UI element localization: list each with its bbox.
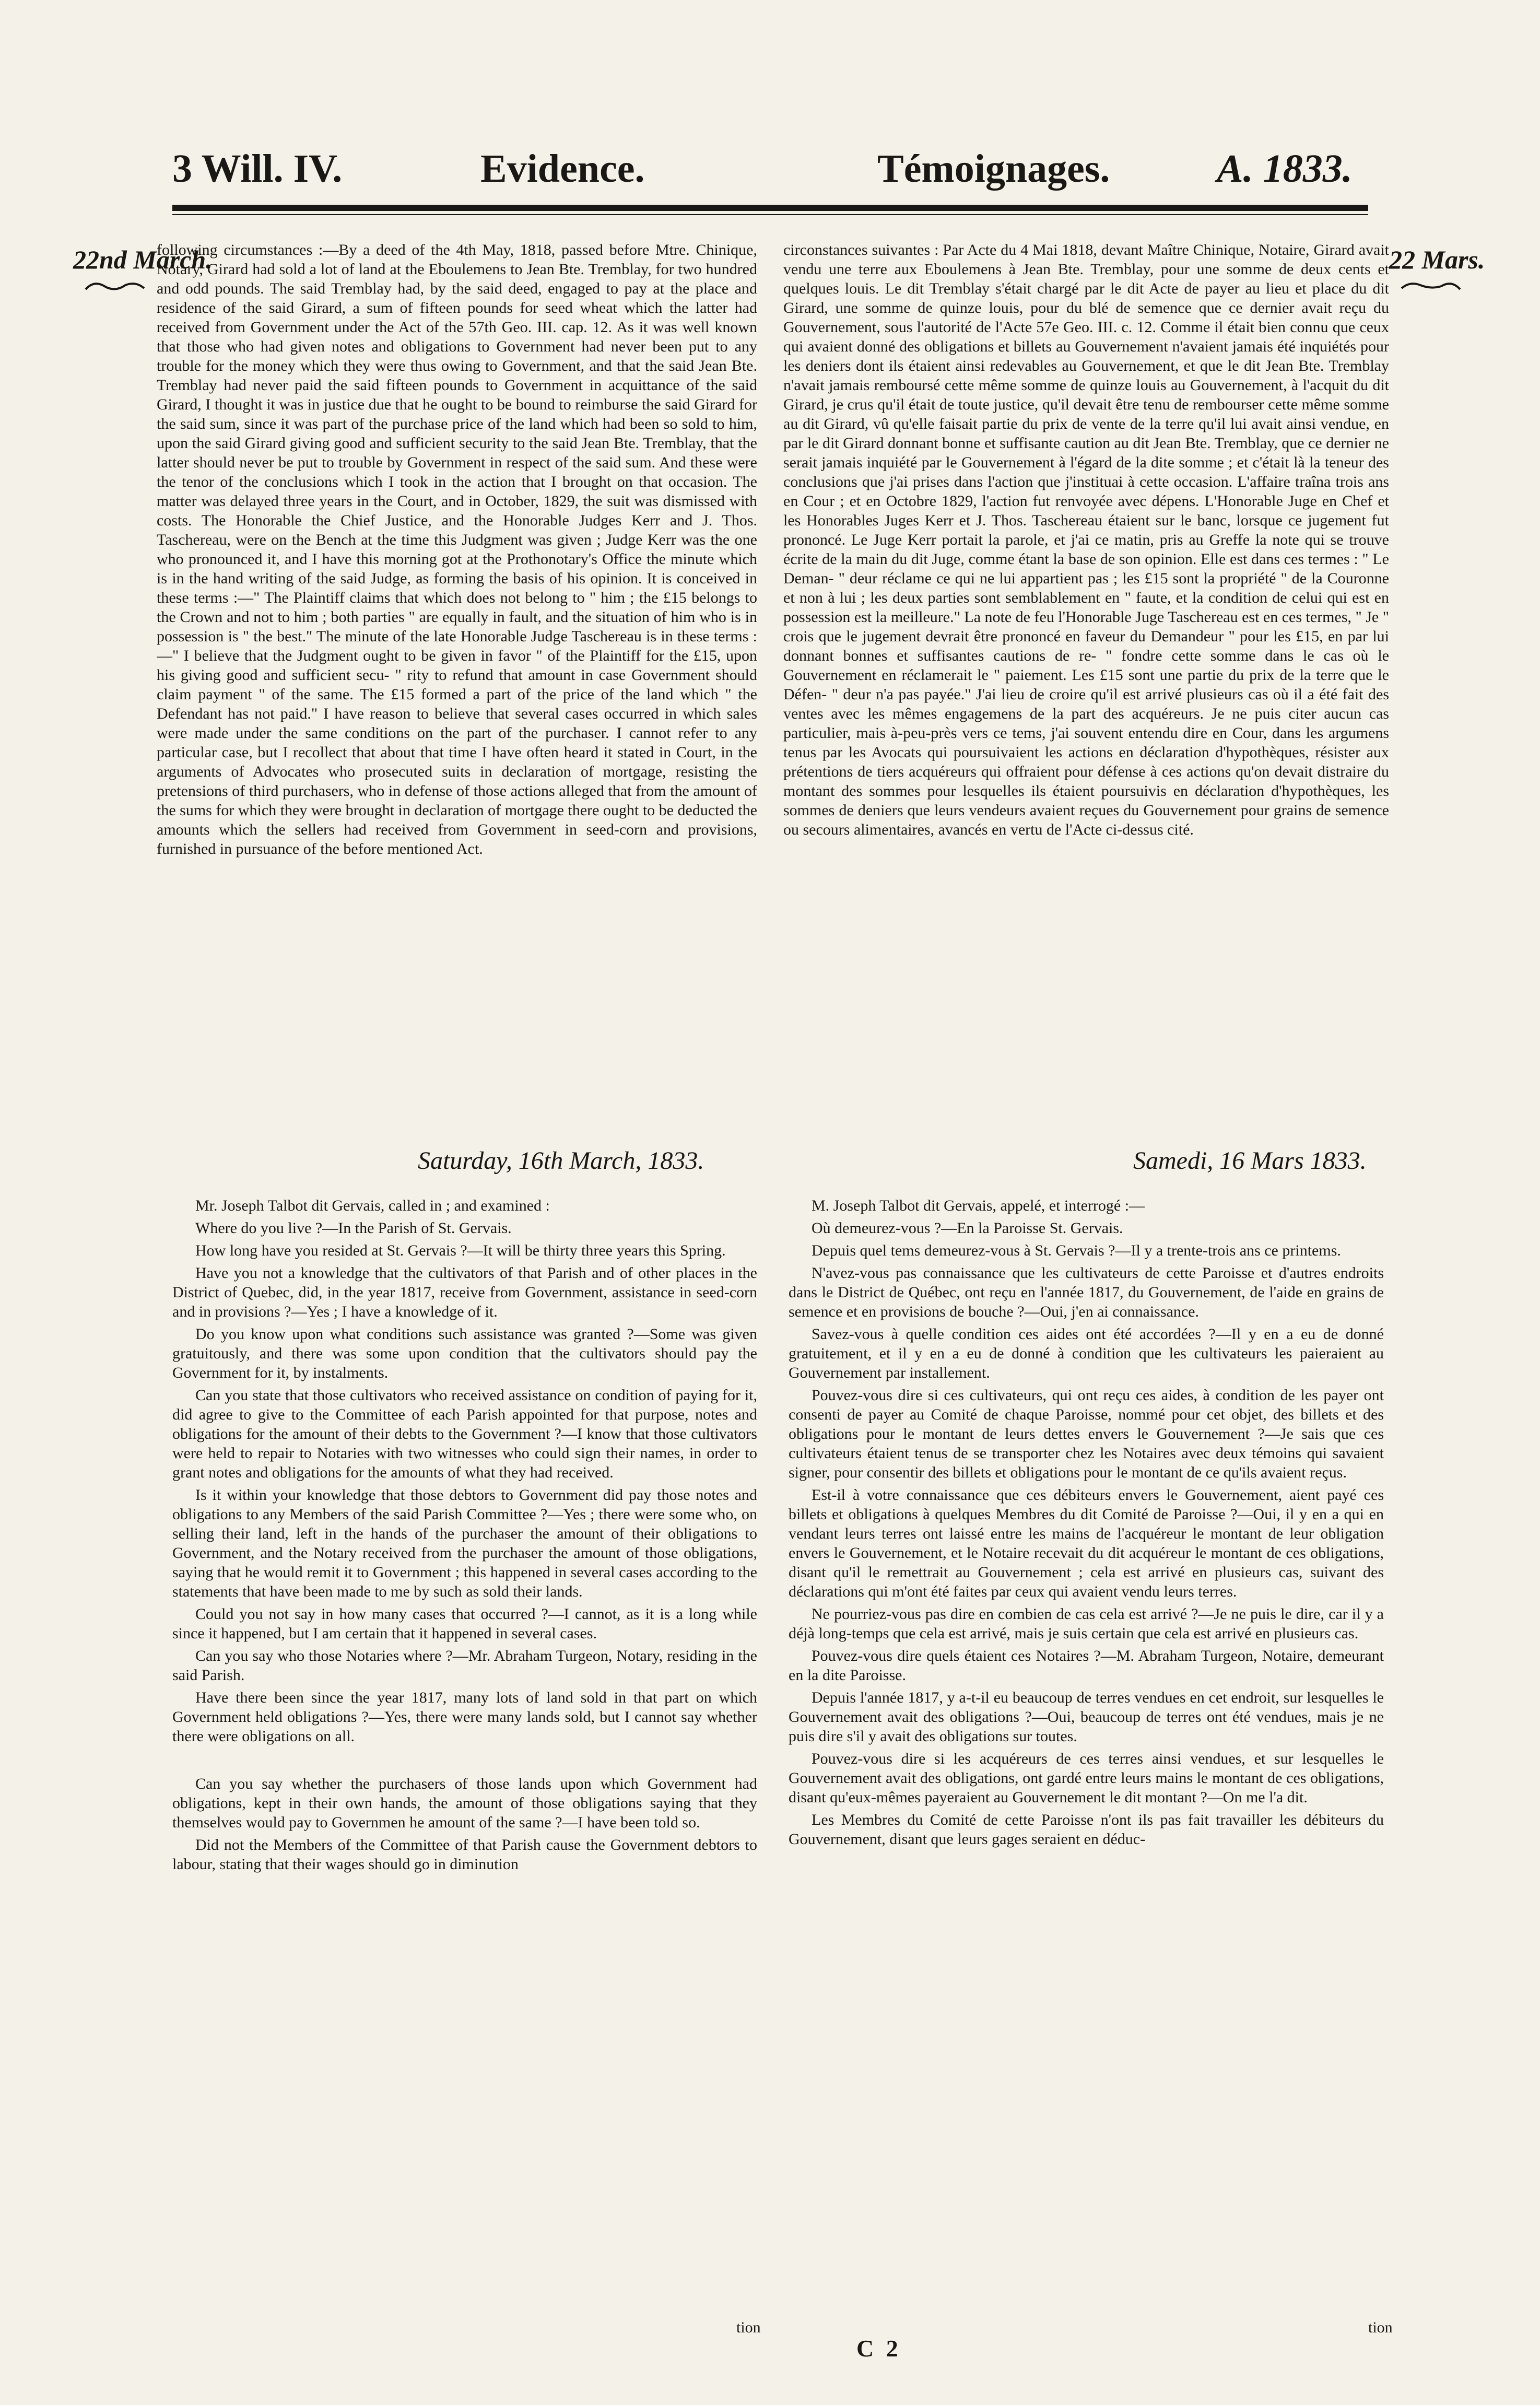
english-column-continued [157,240,757,1139]
margin-date-english: 22nd March. [73,245,213,274]
question-answer: Ne pourriez-vous pas dire en combien de cas cela est arrivé ?—Je ne puis le dire, car il y a déjà long-temps que cela est arrivé, mais je suis certain que cela est arrivé en plusieurs cas. [789,1605,1384,1642]
question-answer: Have there been since the year 1817, many lots of land sold in that part on which Government held obligations ?—Yes, there were many lands sold, but I cannot say whether there were obligations on all. [172,1689,757,1745]
question-answer: Can you say who those Notaries where ?—Mr. Abraham Turgeon, Notary, residing in the said Parish. [172,1647,757,1684]
running-head-volume: 3 Will. IV. [172,147,343,191]
french-column-continued [783,240,1389,1139]
english-examination [172,1196,757,2324]
witness-intro: M. Joseph Talbot dit Gervais, appelé, et interrogé :— [812,1197,1145,1214]
question-answer: Did not the Members of the Committee of that Parish cause the Government debtors to labour, stating that their wages should go in diminution [172,1836,757,1873]
question-answer: Pouvez-vous dire si les acquéreurs de ces terres ainsi vendues, et sur lesquelles le Gouvernement avait des obligations, ont gardé entre leurs mains le montant de ces obligations, disant qu'eux-mêmes payeraient au Gouvernement le dit montant ?—On me l'a dit. [789,1750,1384,1806]
question-answer: Où demeurez-vous ?—En la Paroisse St. Gervais. [812,1219,1123,1237]
running-head-temoignages: Témoignages. [877,147,1110,191]
question-answer: Pouvez-vous dire quels étaient ces Notaires ?—M. Abraham Turgeon, Notaire, demeurant en la dite Paroisse. [789,1647,1384,1684]
running-head-year: A. 1833. [1217,147,1353,191]
catchword-french: tion [1368,2319,1393,2336]
header-rule-thin [172,214,1368,215]
question-answer: Have you not a knowledge that the cultivators of that Parish and of other places in the District of Quebec, did, in the year 1817, receive from Government, assistance in seed-corn and in provisions ?—Yes ; I have a knowledge of it. [172,1264,757,1320]
question-answer: Can you say whether the purchasers of those lands upon which Government had obligations, kept in their own hands, the amount of those obligations saying that they themselves would pay to Governmen he amount of the same ?—I have been told so. [172,1775,757,1831]
session-date-english: Saturday, 16th March, 1833. [418,1147,704,1175]
french-paragraph: circonstances suivantes : Par Acte du 4 Mai 1818, devant Maître Chinique, Notaire, Girard avait vendu une terre aux Eboulemens à Jean Bte. Tremblay, pour une somme de deux cents et quelques louis. Le dit Tremblay s'était chargé par le dit Acte de payer au lieu et place du dit Girard, une somme de quinze louis, pour du blé de semence que ce dernier avait reçu du Gouvernement, sous l'autorité de l'Acte 57e Geo. III. c. 12. Comme il était bien connu que ceux qui avaient donné des obligations et billets au Gouvernement n'avaient jamais été inquiétés pour les deniers dont ils étaient ainsi redevables au Gouvernement, et que le dit Jean Bte. Tremblay n'avait jamais remboursé cette même somme de quinze louis au Gouvernement, à l'acquit du dit Girard, je crus qu'il était de toute justice, qu'il devait être tenu de rembourser cette même somme au dit Girard, vû qu'elle faisait partie du prix de vente de la terre qu'il lui avait ainsi vendue, en par le dit Girard donnant bonne et suffisante caution au dit Jean Bte. Tremblay, que ce dernier ne serait jamais inquiété par le Gouvernement à l'égard de la dite somme ; et c'était là la teneur des conclusions que j'ai prises dans l'action que j'instituai à cette occasion. L'affaire traîna trois ans en Cour ; et en Octobre 1829, l'action fut renvoyée avec dépens. L'Honorable Juge en Chef et les Honorables Juges Kerr et J. Thos. Taschereau étaient sur le banc, lorsque ce jugement fut prononcé. Le Juge Kerr portait la parole, et j'ai ce matin, pris au Greffe la note qui se trouve écrite de la main du dit Juge, comme étant la base de son opinion. Elle est dans ces termes : " Le Deman- " deur réclame ce qui ne lui appartient pas ; les £15 sont la propriété " de la Couronne et non à lui ; les deux parties sont semblablement en " faute, et la condition de celui qui est en possession est la meilleure." La note de feu l'Honorable Juge Taschereau est en ces termes, " Je " crois que le jugement devrait être prononcé en faveur du Demandeur " pour les £15, en par lui donnant bonnes et suffisantes cautions de re- " fondre cette somme dans le cas où le Gouvernement en réclamerait le " paiement. Les £15 sont une partie du prix de la terre que le Défen- " deur n'a pas payée." J'ai lieu de croire qu'il est arrivé plusieurs cas où il a été fait des ventes avec les mêmes engagemens de la part des acquéreurs. Je ne puis citer aucun cas particulier, mais à-peu-près vers ce tems, j'ai souvent entendu dire en Cour, dans les argumens tenus par les Avocats qui poursuivaient les actions en déclaration d'hypothèques, résister aux prétentions de tiers acquéreurs qui offraient pour défense à ces actions qu'on devait distraire du montant des sommes pour lesquelles ils étaient poursuivis en déclaration d'hypothèques, les sommes de deniers que leurs vendeurs avaient reçues du Gouvernement pour grains de semence ou secours alimentaires, avancés en vertu de l'Acte ci-dessus cité. [783,241,1389,838]
witness-intro: Mr. Joseph Talbot dit Gervais, called in ; and examined : [195,1197,550,1214]
running-head-evidence: Evidence. [480,147,645,191]
question-answer: Les Membres du Comité de cette Paroisse n'ont ils pas fait travailler les débiteurs du Gouvernement, disant que leurs gages seraient en déduc- [789,1811,1384,1848]
question-answer: Do you know upon what conditions such assistance was granted ?—Some was given gratuitously, and there was some upon condition that the cultivators should pay the Government for it, by instalments. [172,1325,757,1381]
header-rule [172,205,1368,211]
question-answer: Depuis l'année 1817, y a-t-il eu beaucoup de terres vendues en cet endroit, sur lesquelles le Gouvernement avait des obligations ?—Oui, beaucoup de terres ont été vendues, mais je ne puis dire s'il y avait des obligations sur toutes. [789,1689,1384,1745]
session-date-french: Samedi, 16 Mars 1833. [1133,1147,1367,1175]
margin-date-french: 22 Mars. [1389,245,1485,274]
french-examination [789,1196,1384,2235]
question-answer: Is it within your knowledge that those debtors to Government did pay those notes and obligations to any Members of the said Parish Committee ?—Yes ; there were some who, on selling their land, left in the hands of the purchaser the amount of their obligations to Government, and the Notary received from the purchaser the amount of those obligations, saying that he would remit it to Government ; this happened in several cases according to the statements that have been made to me by such as sold their lands. [172,1486,757,1600]
catchword-english: tion [736,2319,761,2336]
question-answer: Could you not say in how many cases that occurred ?—I cannot, as it is a long while since it happened, but I am certain that it happened in several cases. [172,1605,757,1642]
flourish-ornament-icon [1400,278,1462,294]
question-answer: Can you state that those cultivators who received assistance on condition of paying for it, did agree to give to the Committee of each Parish appointed for that purpose, notes and obligations for the amount of their debts to the Government ?—I know that those cultivators were held to repair to Notaries with two witnesses who could sign their names, in order to grant notes and obligations for the amounts of what they had received. [172,1387,757,1481]
question-answer: Where do you live ?—In the Parish of St. Gervais. [195,1219,512,1237]
question-answer: N'avez-vous pas connaissance que les cultivateurs de cette Paroisse et d'autres endroits dans le District de Québec, ont reçu en l'année 1817, du Gouvernement, de l'aide en grains de semence et en provisions de bouche ?—Oui, j'en ai connaissance. [789,1264,1384,1320]
question-answer: Est-il à votre connaissance que ces débiteurs envers le Gouvernement, aient payé ces billets et obligations à quelques Membres du dit Comité de Paroisse ?—Oui, il y en a qui en vendant leurs terres ont laissé entre les mains de l'acquéreur le montant de leur obligation envers le Gouvernement, et le Notaire recevait du dit acquéreur le montant de ces obligations, disant qu'il le remettrait au Gouvernement ; cela est arrivé en plusieurs cas, suivant des déclarations qui m'ont été faites par ceux qui avaient vendu leurs terres. [789,1486,1384,1600]
english-paragraph: following circumstances :—By a deed of the 4th May, 1818, passed before Mtre. Chinique, Notary, Girard had sold a lot of land at the Eboulemens to Jean Bte. Tremblay, for two hundred and odd pounds. The said Tremblay had, by the said deed, engaged to pay at the place and residence of the said Girard, a sum of fifteen pounds for seed wheat which the latter had received from Government under the Act of the 57th Geo. III. cap. 12. As it was well known that those who had given notes and obligations to Government had never been put to any trouble for the money which they were thus owing to Government, and that the said Jean Bte. Tremblay had never paid the said fifteen pounds to Government in acquittance of the said Girard, I thought it was in justice due that he ought to be bound to reimburse the said Girard for the said sum, since it was part of the purchase price of the land which had been so sold to him, upon the said Girard giving good and sufficient security to the said Jean Bte. Tremblay, that the latter should never be put to trouble by Government in respect of the said sum. And these were the tenor of the conclusions which I took in the action that I brought on that occasion. The matter was delayed three years in the Court, and in October, 1829, the suit was dismissed with costs. The Honorable the Chief Justice, and the Honorable Judges Kerr and J. Thos. Taschereau, were on the Bench at the time this Judgment was given ; Judge Kerr was the one who pronounced it, and I have this morning got at the Prothonotary's Office the minute which is in the hand writing of the said Judge, as forming the basis of his opinion. It is conceived in these terms :—" The Plaintiff claims that which does not belong to " him ; the £15 belongs to the Crown and not to him ; both parties " are equally in fault, and the situation of him who is in possession is " the best." The minute of the late Honorable Judge Taschereau is in these terms :—" I believe that the Judgment ought to be given in favor " of the Plaintiff for the £15, upon his giving good and sufficient secu- " rity to refund that amount in case Government should claim payment " of the same. The £15 formed a part of the price of the land which " the Defendant has not paid." I have reason to believe that several cases occurred in which sales were made under the same conditions on the part of the purchaser. I cannot refer to any particular case, but I recollect that about that time I have often heard it stated in Court, in the arguments of Advocates who prosecuted suits in declaration of mortgage, resisting the pretensions of third purchasers, who in defense of those actions alleged that from the amount of the sums for which they were brought in declaration of mortgage there ought to be deducted the amounts which the sellers had received from Government in seed-corn and provisions, furnished in pursuance of the before mentioned Act. [157,241,757,858]
question-answer: How long have you resided at St. Gervais ?—It will be thirty three years this Spring. [195,1242,726,1259]
question-answer: Depuis quel tems demeurez-vous à St. Gervais ?—Il y a trente-trois ans ce printems. [812,1242,1341,1259]
signature-mark: C 2 [856,2335,901,2362]
flourish-ornament-icon [84,278,146,294]
question-answer: Pouvez-vous dire si ces cultivateurs, qui ont reçu ces aides, à condition de les payer ont consenti de payer au Comité de chaque Paroisse, nommé pour cet objet, des billets et des obligations pour le montant de leurs dettes envers le Gouvernement ?—Je sais que ces cultivateurs étaient tenus de se transporter chez les Notaires avec deux témoins qui savaient signer, pour consentir des billets et obligations pour le montant de ce qu'ils avaient reçus. [789,1387,1384,1481]
question-answer: Savez-vous à quelle condition ces aides ont été accordées ?—Il y en a eu de donné gratuitement, et il y en a eu de donné à condition que les cultivateurs les paieraient au Gouvernement par installement. [789,1325,1384,1381]
